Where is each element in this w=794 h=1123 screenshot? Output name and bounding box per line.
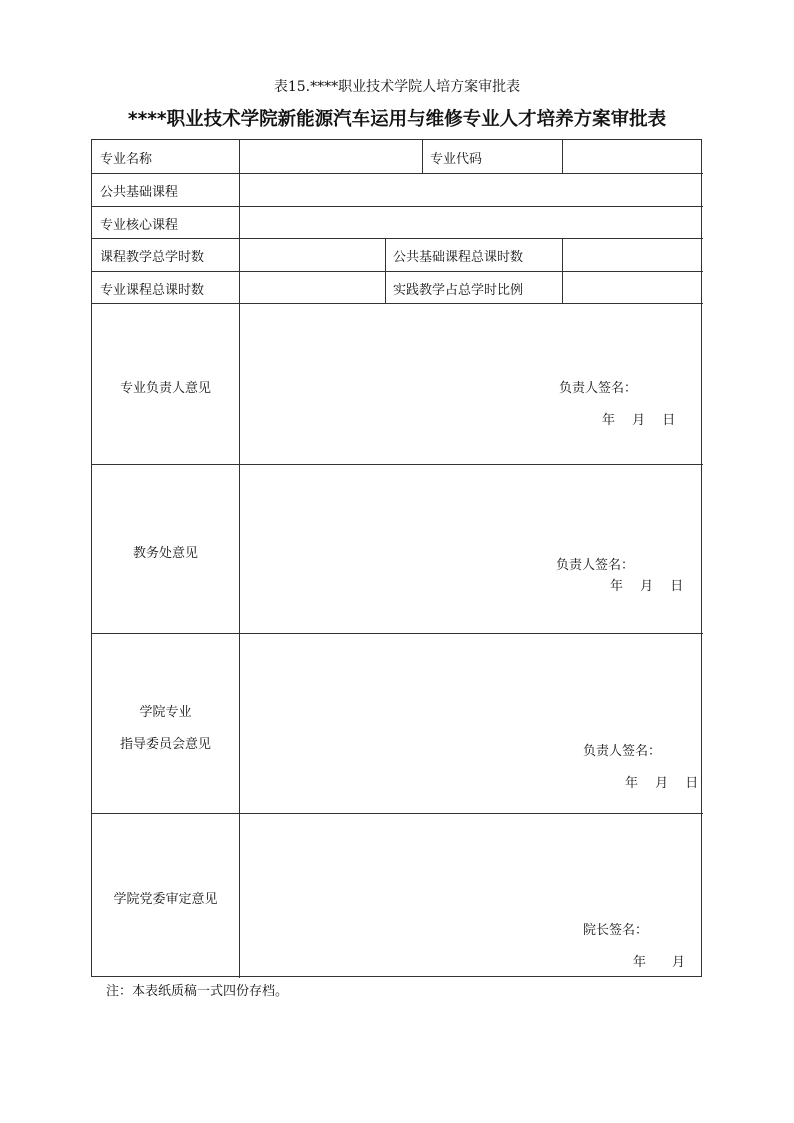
public-total-hours-field[interactable] [563,239,703,271]
major-code-label: 专业代码 [430,152,483,167]
academic-office-opinion-field[interactable] [240,465,703,633]
academic-office-signature: 负责人签名： [556,558,635,573]
academic-office-opinion-label: 教务处意见 [132,546,198,561]
major-code-field[interactable] [563,140,703,173]
major-name-field[interactable] [240,140,422,173]
core-courses-field[interactable] [240,207,703,238]
column-divider [385,238,386,303]
committee-date: 年 月 日 [625,776,699,791]
table-caption: 表15.****职业技术学院人培方案审批表 [273,79,521,95]
public-total-hours-label: 公共基础课程总课时数 [393,250,524,265]
committee-opinion-label-line2: 指导委员会意见 [119,737,211,752]
public-courses-field[interactable] [240,174,703,206]
major-name-label: 专业名称 [100,152,153,167]
committee-signature: 负责人签名： [583,744,662,759]
party-committee-opinion-label: 学院党委审定意见 [113,892,218,907]
total-hours-field[interactable] [240,239,385,271]
academic-office-date: 年 月 日 [610,579,684,594]
practice-ratio-field[interactable] [563,272,703,303]
party-committee-date: 年 月 [633,955,686,970]
page-title: ****职业技术学院新能源汽车运用与维修专业人才培养方案审批表 [127,109,667,130]
party-committee-opinion-field[interactable] [240,814,703,978]
approval-form [91,139,702,977]
major-total-hours-label: 专业课程总课时数 [100,283,205,298]
major-leader-opinion-label: 专业负责人意见 [119,381,211,396]
footer-note: 注：本表纸质稿一式四份存档。 [106,984,289,999]
major-leader-signature: 负责人签名： [559,381,638,396]
practice-ratio-label: 实践教学占总学时比例 [393,283,524,298]
dean-signature: 院长签名： [583,923,649,938]
major-leader-date: 年 月 日 [602,413,676,428]
total-hours-label: 课程教学总学时数 [100,250,205,265]
column-divider [422,140,423,173]
core-courses-label: 专业核心课程 [100,218,179,233]
public-courses-label: 公共基础课程 [100,185,179,200]
committee-opinion-label-line1: 学院专业 [139,705,192,720]
major-total-hours-field[interactable] [240,272,385,303]
